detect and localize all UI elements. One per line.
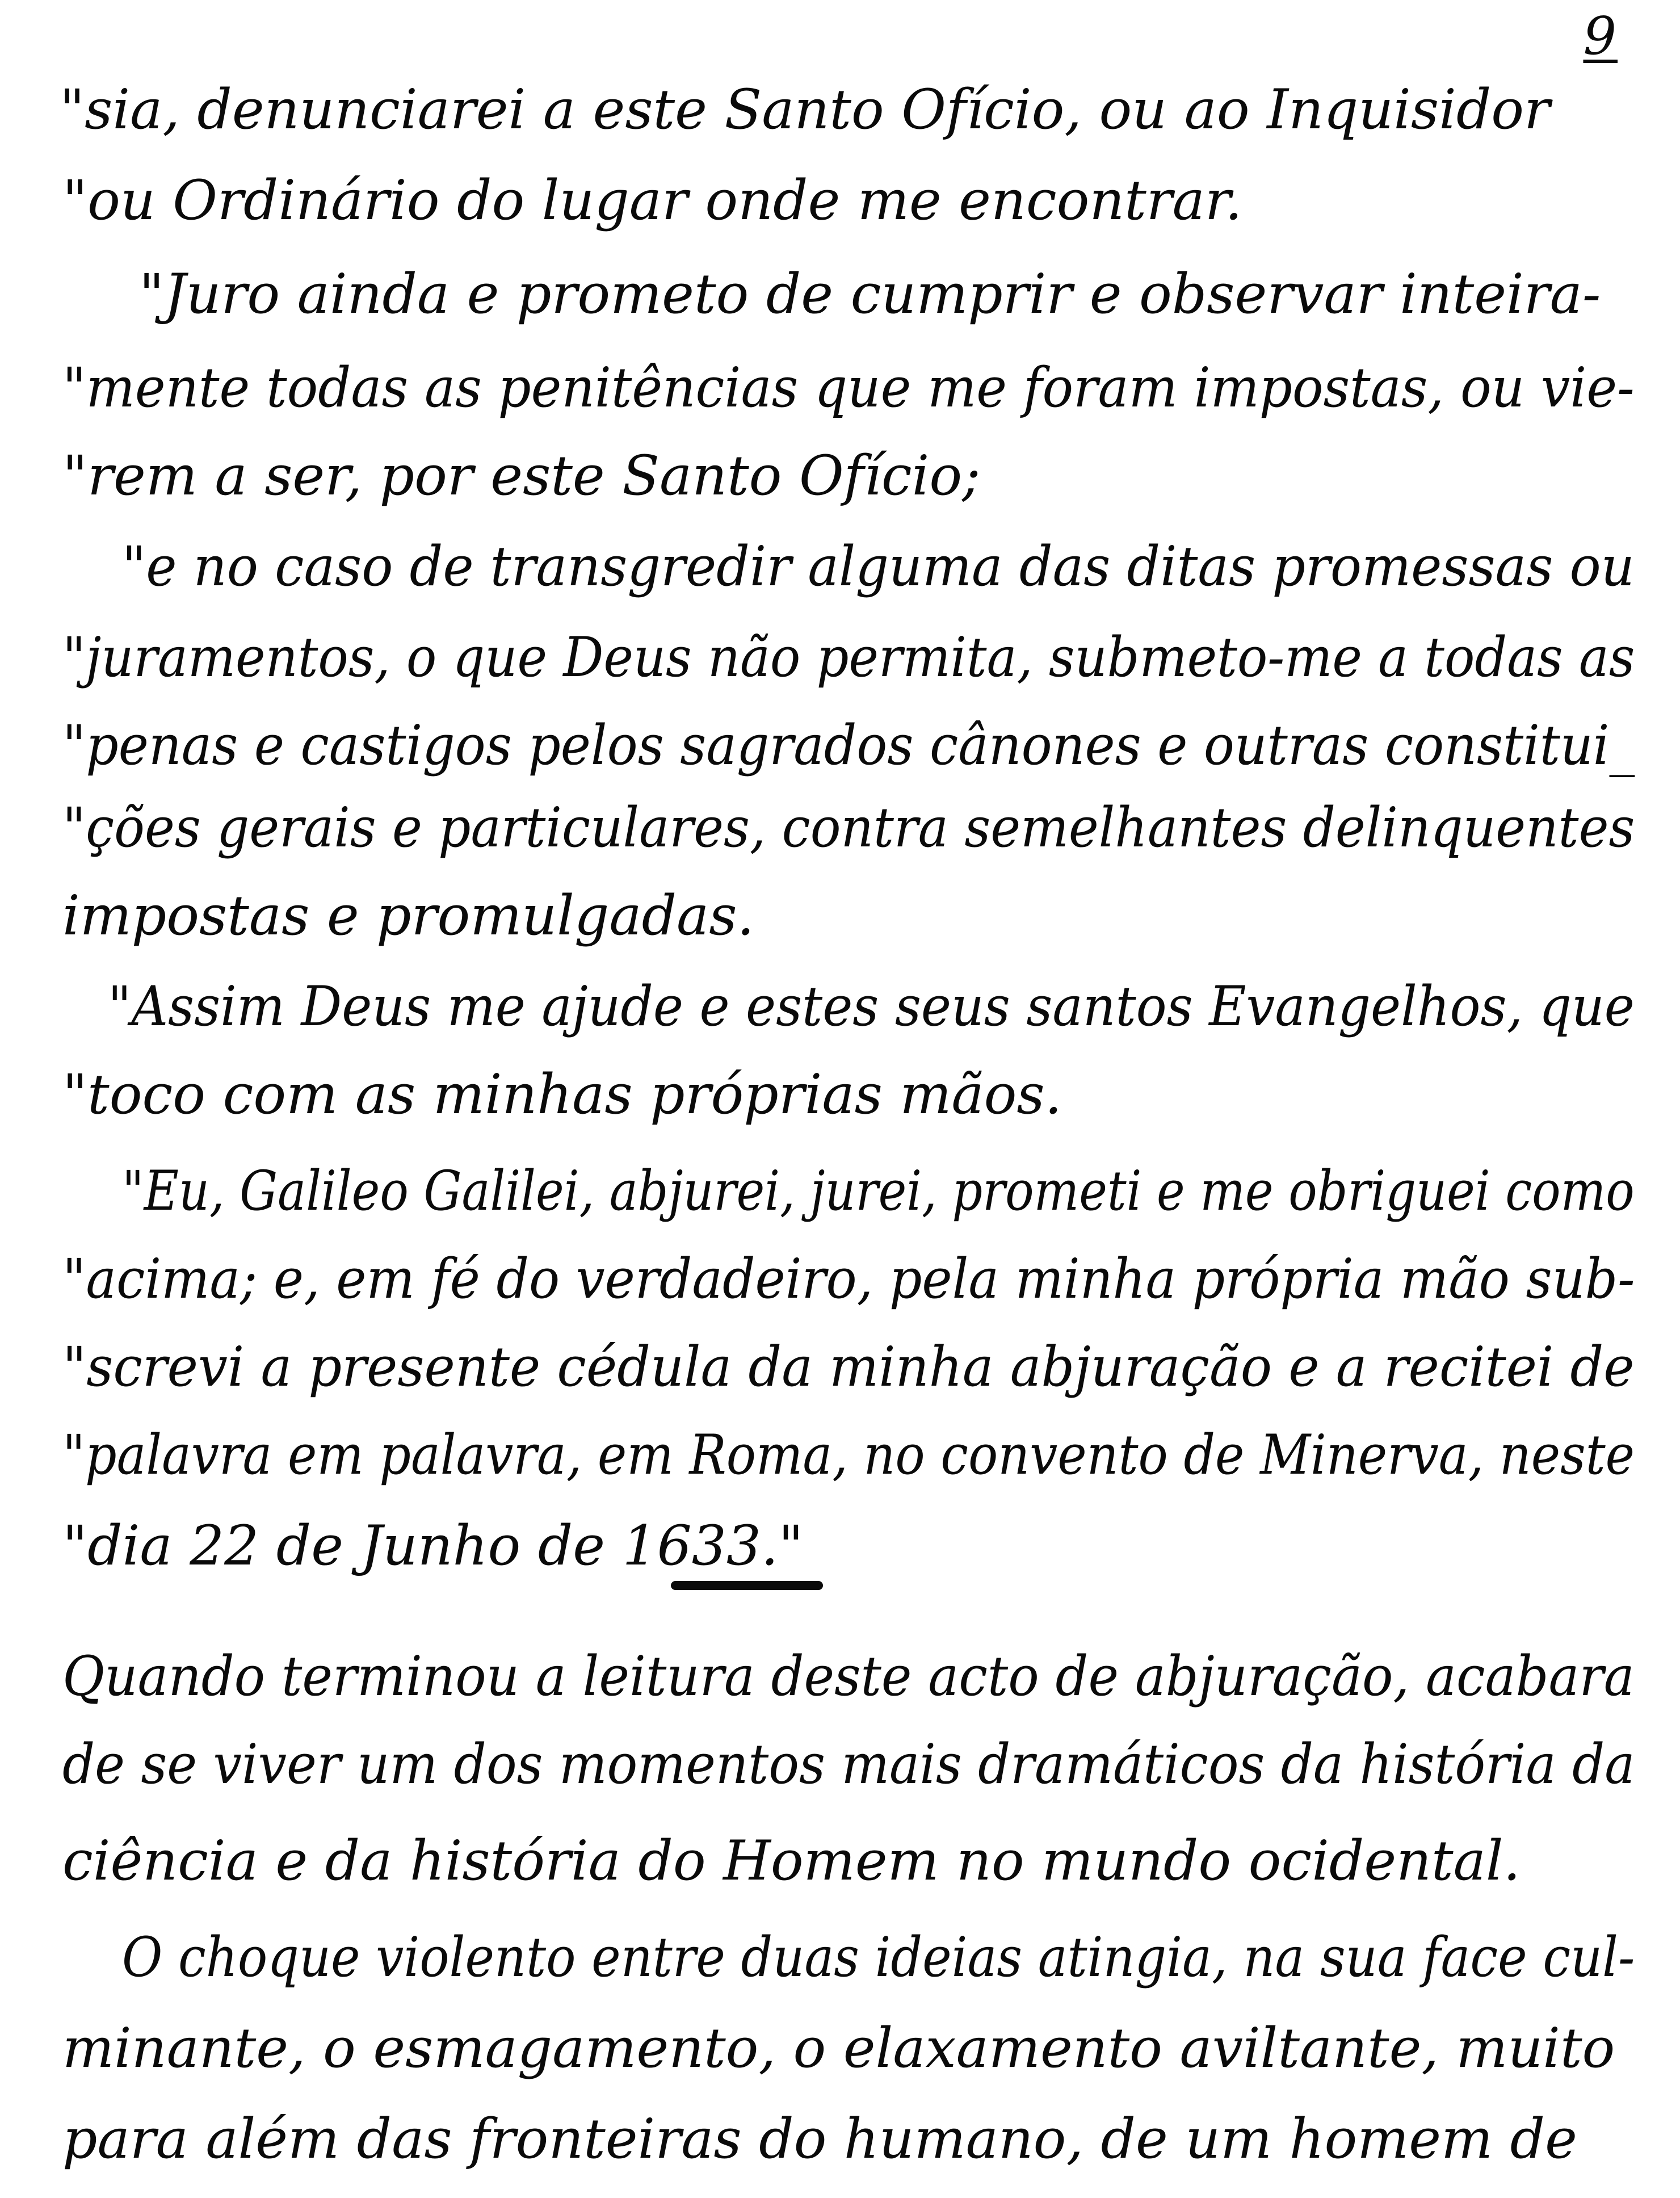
text-line: "palavra em palavra, em Roma, no convento de Minerva, neste <box>62 1423 1635 1487</box>
text-line: "acima; e, em fé do verdadeiro, pela minha própria mão sub- <box>62 1247 1635 1311</box>
text-line: "ou Ordinário do lugar onde me encontrar. <box>62 169 1242 232</box>
text-line: "sia, denunciarei a este Santo Ofício, ou ao Inquisidor <box>60 78 1550 141</box>
text-line: "ções gerais e particulares, contra semelhantes delinquentes <box>62 796 1635 859</box>
page-number: 9 <box>1583 6 1618 66</box>
text-line: "mente todas as penitências que me foram impostas, ou vie- <box>62 356 1635 420</box>
text-line: para além das fronteiras do humano, de um homem de <box>62 2107 1577 2171</box>
section-divider <box>671 1581 823 1590</box>
text-line: ciência e da história do Homem no mundo ocidental. <box>62 1829 1521 1893</box>
text-line: "e no caso de transgredir alguma das ditas promessas ou <box>122 535 1635 598</box>
text-line: de se viver um dos momentos mais dramáticos da história da <box>62 1733 1635 1796</box>
text-line: "dia 22 de Junho de 1633." <box>62 1514 804 1578</box>
text-line: Quando terminou a leitura deste acto de abjuração, acabara <box>62 1645 1635 1708</box>
text-line: "juramentos, o que Deus não permita, submeto-me a todas as <box>62 626 1635 689</box>
text-line: "Juro ainda e prometo de cumprir e observar inteira- <box>139 262 1601 326</box>
text-line: impostas e promulgadas. <box>62 884 755 947</box>
text-line: "Assim Deus me ajude e estes seus santos Evangelhos, que <box>108 975 1635 1038</box>
text-line: minante, o esmagamento, o elaxamento aviltante, muito <box>62 2016 1615 2080</box>
text-line: "screvi a presente cédula da minha abjuração e a recitei de <box>62 1335 1635 1399</box>
text-line: "toco com as minhas próprias mãos. <box>62 1063 1062 1126</box>
text-line: O choque violento entre duas ideias atingia, na sua face cul- <box>122 1926 1635 1989</box>
text-line: "rem a ser, por este Santo Ofício; <box>62 444 981 507</box>
text-line: "penas e castigos pelos sagrados cânones e outras constitui_ <box>62 714 1635 777</box>
text-line: "Eu, Galileo Galilei, abjurei, jurei, prometi e me obriguei como <box>122 1159 1635 1223</box>
